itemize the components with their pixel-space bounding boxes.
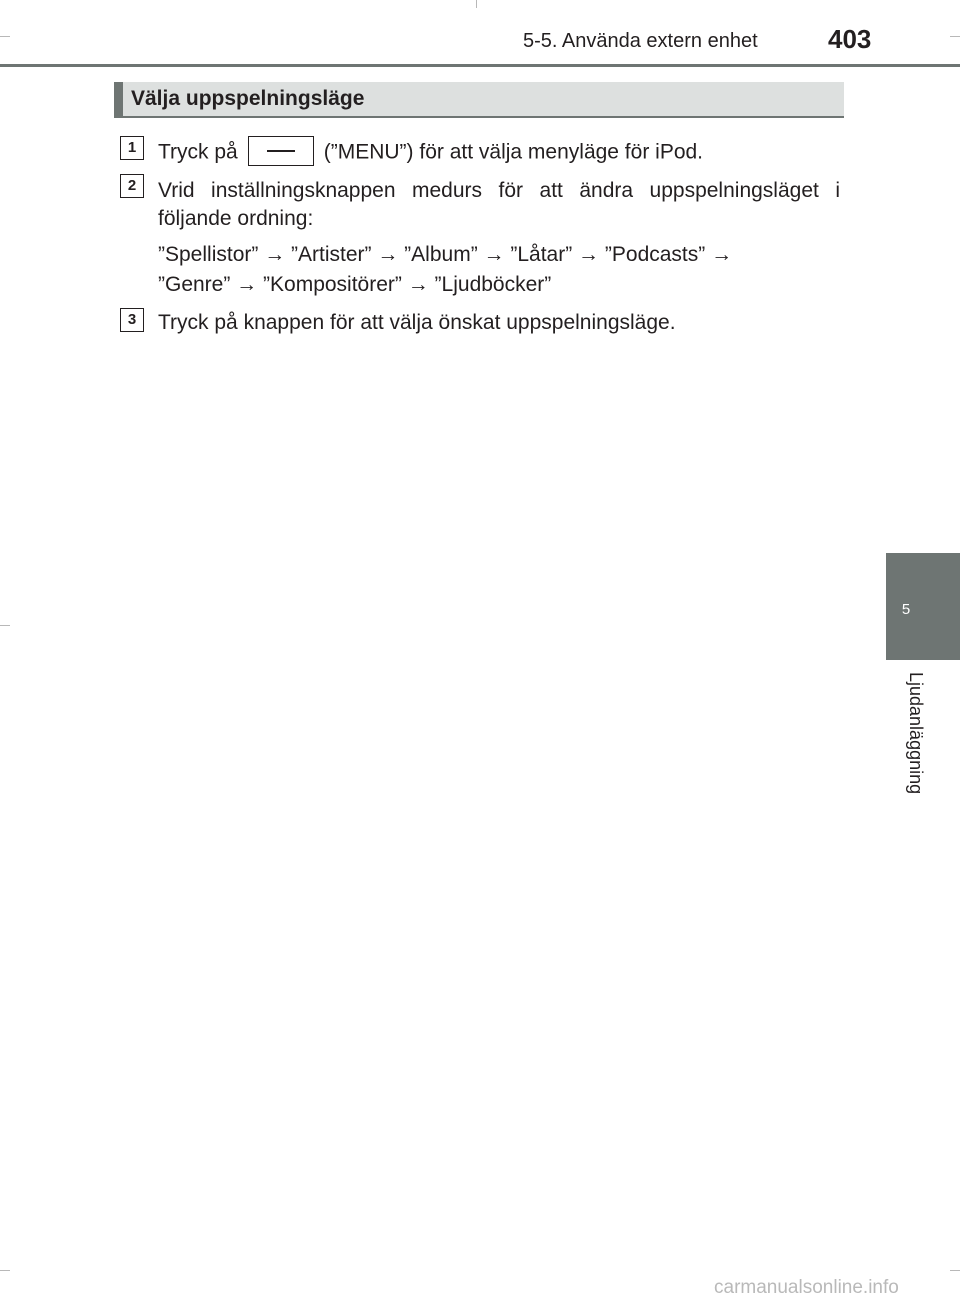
section-heading-bar (114, 82, 844, 118)
crop-mark (950, 36, 960, 37)
step-3-text: Tryck på knappen för att välja önskat uppspelningsläge. (158, 311, 676, 334)
step-1-text-before: Tryck på (158, 140, 238, 164)
step-2-order-line-1: ”Spellistor” → ”Artister” → ”Album” → ”Låtar” → ”Podcasts” → (158, 243, 733, 266)
section-title: Välja uppspelningsläge (131, 87, 365, 110)
menu-button-line (267, 150, 295, 152)
step-badge-2: 2 (120, 174, 144, 198)
header-section-title: 5-5. Använda extern enhet (523, 30, 758, 52)
step-2-order-line-2: ”Genre” → ”Kompositörer” → ”Ljudböcker” (158, 273, 552, 296)
step-1-text-after: (”MENU”) för att välja menyläge för iPod. (323, 140, 704, 164)
watermark: carmanualsonline.info (714, 1277, 899, 1298)
step-2-line-2: följande ordning: (158, 207, 314, 230)
crop-mark (0, 1270, 10, 1271)
chapter-number: 5 (901, 601, 911, 618)
step-2-line-1: Vrid inställningsknappen medurs för att ändra uppspelningsläget i (158, 179, 840, 202)
crop-mark (950, 1270, 960, 1271)
page-number: 403 (828, 24, 872, 54)
chapter-tab (886, 553, 960, 660)
menu-button-icon (248, 136, 314, 166)
section-accent (114, 82, 123, 116)
step-badge-1: 1 (120, 136, 144, 160)
chapter-label: Ljudanläggning (906, 672, 926, 795)
header-rule (0, 64, 960, 67)
step-1-text (158, 138, 703, 168)
crop-mark (476, 0, 477, 8)
crop-mark (0, 36, 10, 37)
crop-mark (0, 625, 10, 626)
step-badge-3: 3 (120, 308, 144, 332)
